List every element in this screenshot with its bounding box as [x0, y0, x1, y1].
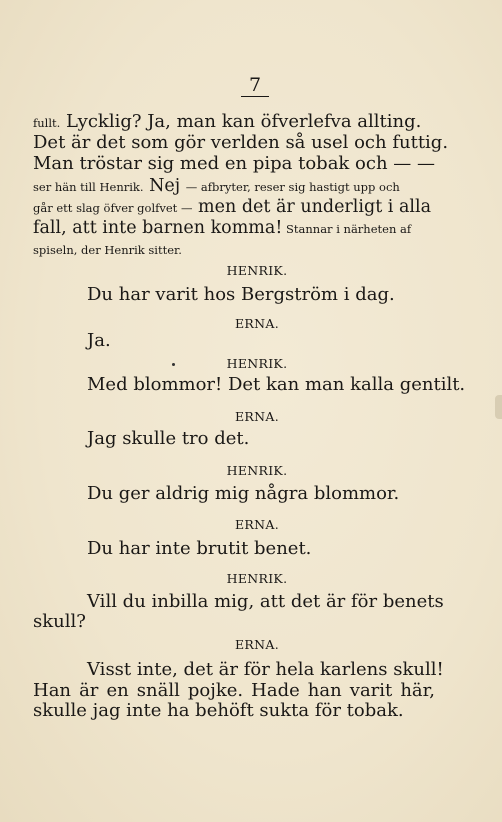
- dialogue-line: skulle jag inte ha behöft sukta för tobak.: [33, 700, 404, 721]
- page-number: 7: [0, 74, 502, 97]
- speaker-henrik: HENRIK.: [226, 571, 288, 586]
- dialogue-line: Jag skulle tro det.: [87, 428, 250, 449]
- text-line-3: Man tröstar sig med en pipa tobak och — —: [33, 153, 436, 174]
- text-line-6: fall, att inte barnen komma! Stannar i närheten af: [33, 218, 412, 238]
- dialogue-line: Med blommor! Det kan man kalla gentilt.: [87, 374, 466, 395]
- dialogue-line: Du ger aldrig mig några blommor.: [87, 483, 400, 504]
- dialogue-line: Visst inte, det är för hela karlens skull!: [87, 659, 444, 680]
- speaker-erna: ERNA.: [235, 637, 279, 652]
- dialogue-line: Du har inte brutit benet.: [87, 538, 312, 559]
- text-line-1: fullt. Lycklig? Ja, man kan öfverlefva allting.: [33, 111, 422, 132]
- speaker-henrik: HENRIK.: [226, 263, 288, 278]
- dialogue-line: Ja.: [87, 330, 111, 351]
- speaker-henrik: HENRIK.: [226, 356, 288, 371]
- dialogue-line: Vill du inbilla mig, att det är för benets: [87, 591, 444, 612]
- speaker-erna: ERNA.: [235, 316, 279, 331]
- page-edge-stain: [495, 395, 502, 419]
- dialogue-line: skull?: [33, 611, 86, 632]
- speaker-erna: ERNA.: [235, 409, 279, 424]
- speaker-erna: ERNA.: [235, 517, 279, 532]
- text-line-2: Det är det som gör verlden så usel och futtig.: [33, 132, 449, 153]
- text-line-7: spiseln, der Henrik sitter.: [33, 243, 182, 257]
- speaker-henrik: HENRIK.: [226, 463, 288, 478]
- dialogue-line: Han är en snäll pojke. Hade han varit här,: [33, 680, 435, 701]
- text-line-4: ser hän till Henrik. Nej — afbryter, reser sig hastigt upp och: [33, 176, 400, 196]
- dialogue-line: Du har varit hos Bergström i dag.: [87, 284, 395, 305]
- text-line-5: går ett slag öfver golfvet — men det är underligt i alla: [33, 197, 432, 217]
